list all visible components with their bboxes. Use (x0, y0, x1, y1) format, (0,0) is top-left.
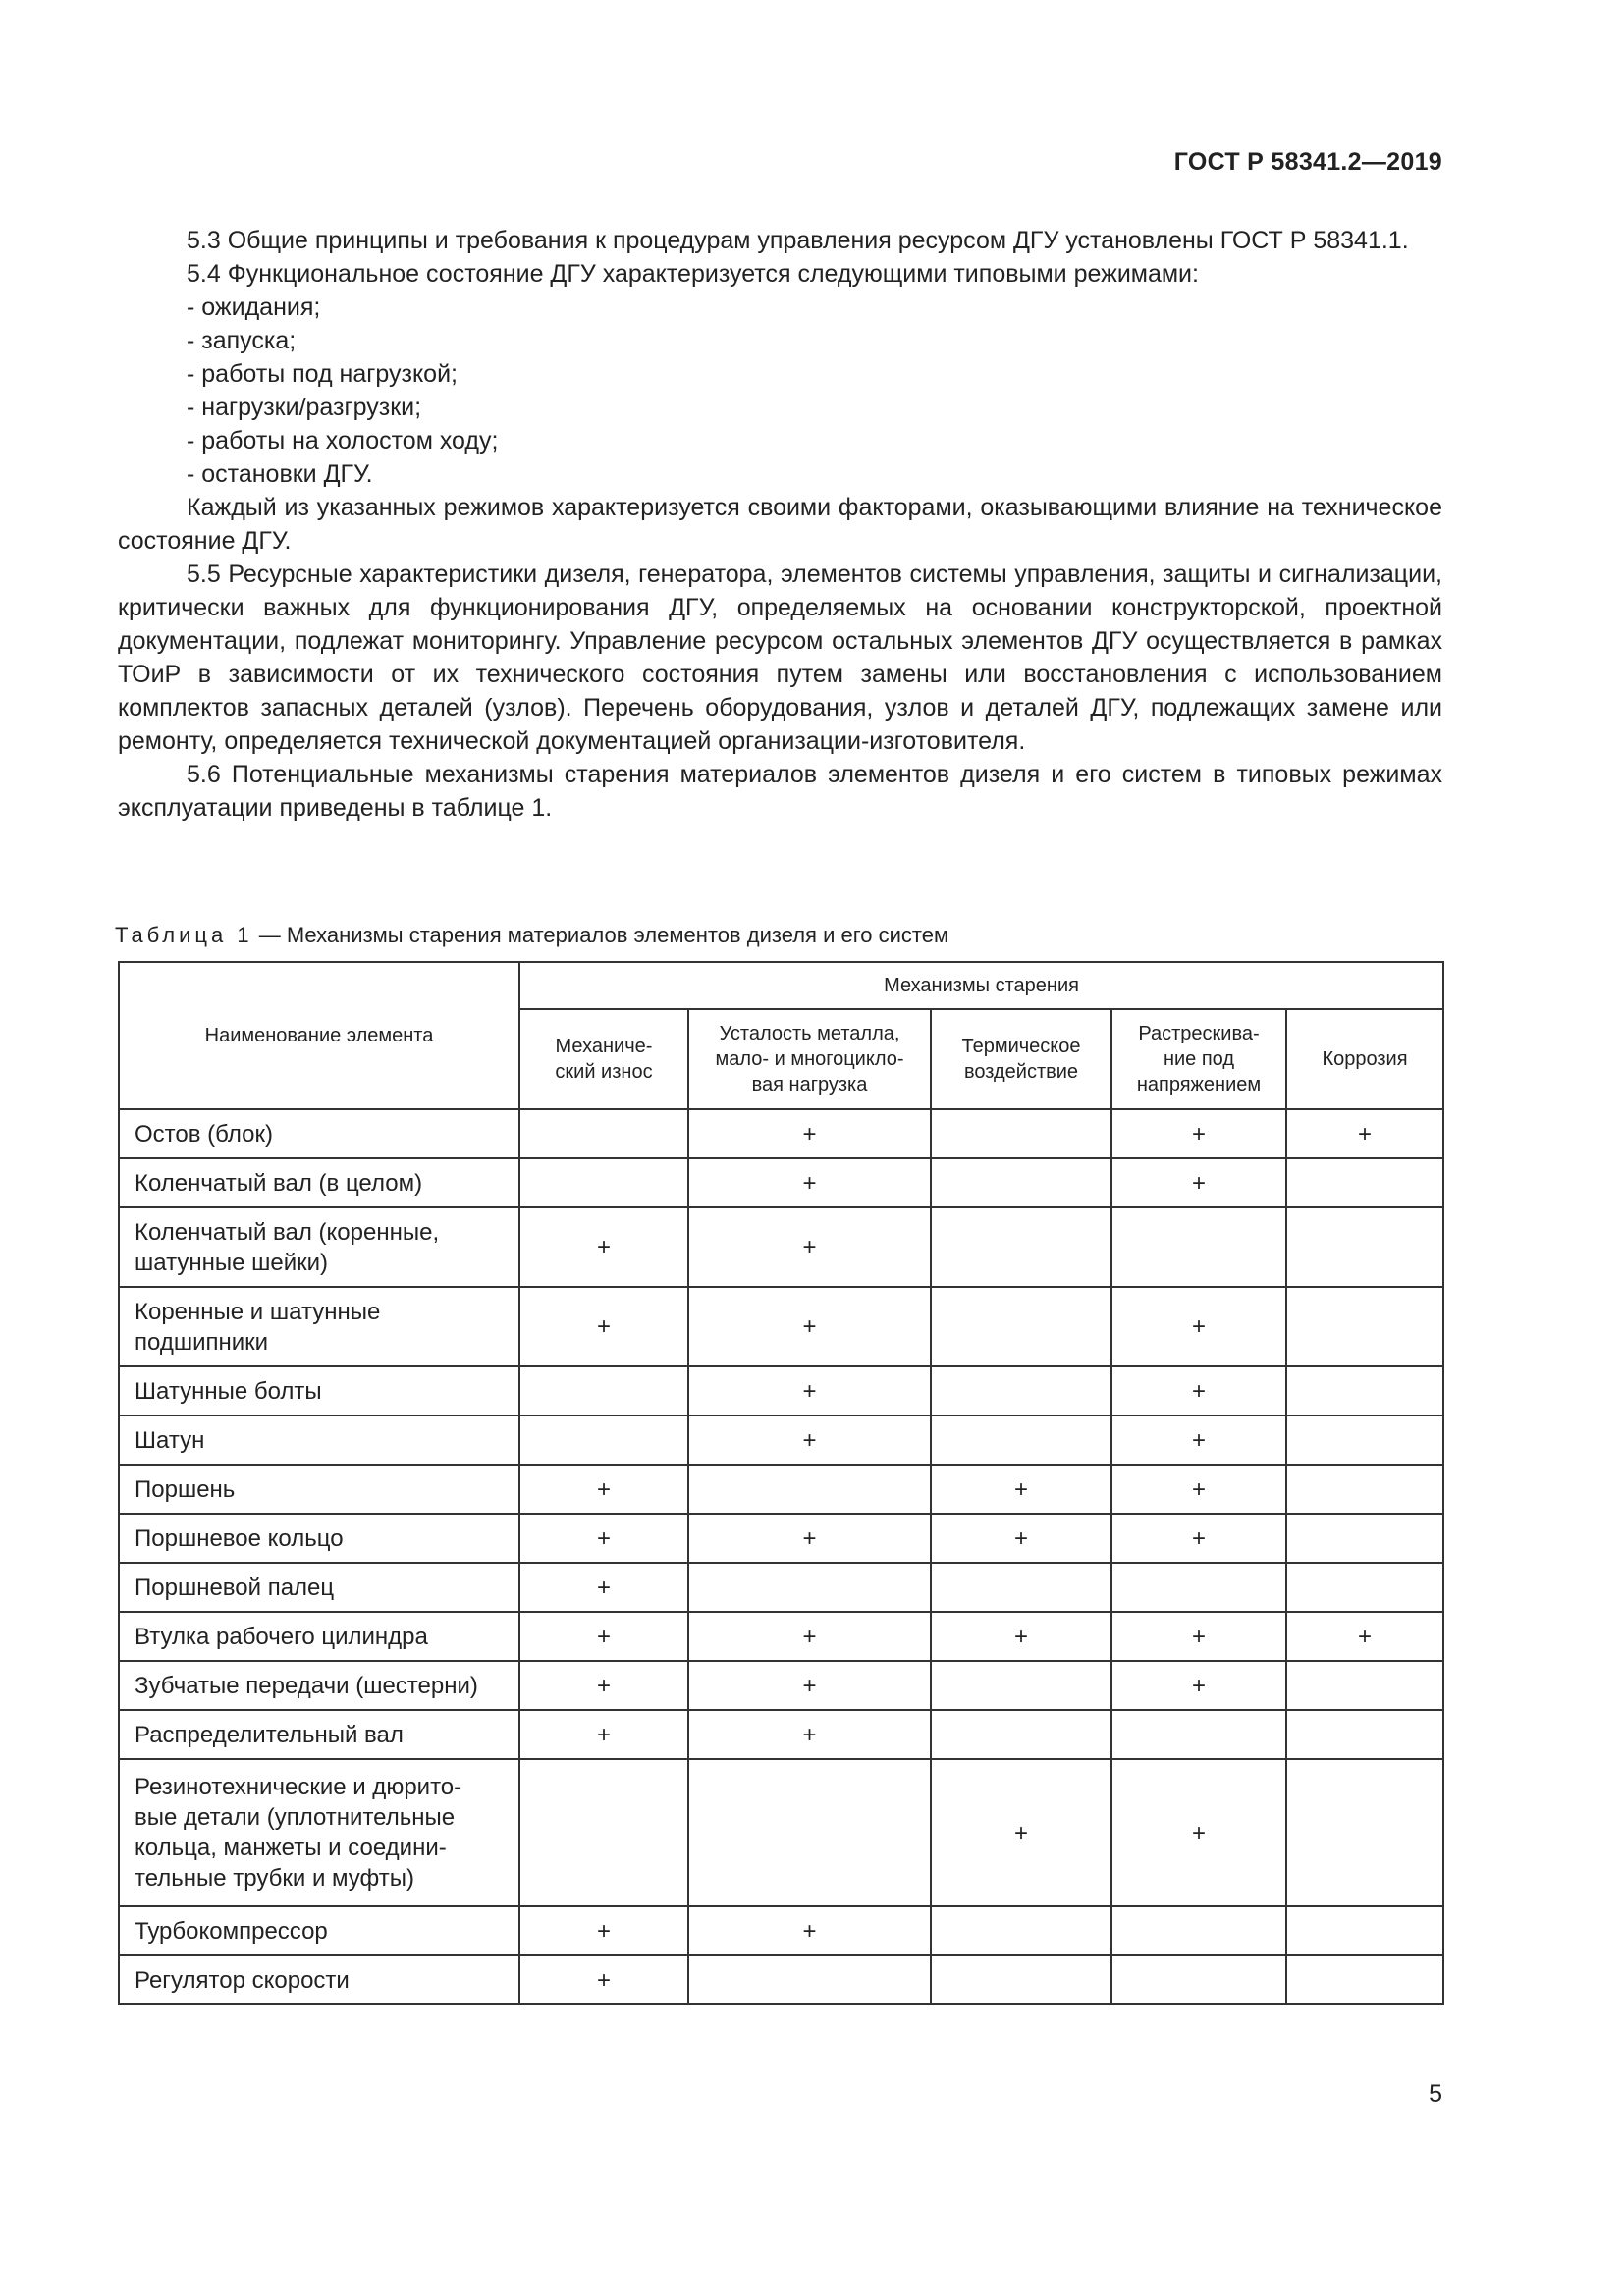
mechanism-mark-cell: + (1111, 1612, 1286, 1661)
table-body (119, 1109, 1443, 2004)
mechanism-mark-cell (931, 1158, 1111, 1207)
mode-list-item: - нагрузки/разгрузки; (187, 394, 422, 421)
mechanism-mark-cell (1286, 1563, 1443, 1612)
mode-list-item: - остановки ДГУ. (187, 460, 373, 488)
column-header-label: Растрескива- ние под напряжением (1136, 1023, 1262, 1095)
mechanism-mark-cell: + (688, 1109, 931, 1158)
paragraph-5-5: 5.5 Ресурсные характеристики дизеля, генератора, элементов системы управления, защиты и сигнализации, критически важных для функционирования ДГУ, определяемых на основании конструкторской, проектной документации, подлежат мониторингу. Управление ресурсом остальных элементов ДГУ осуществляется в рамках ТОиР в зависимости от их технического состояния путем замены или восстановления с использованием комплектов запасных деталей (узлов). Перечень оборудования, узлов и деталей ДГУ, подлежащих замене или ремонту, определяется технической документацией организации-изготовителя. (118, 561, 1442, 755)
aging-mechanisms-header: Механизмы старения (519, 962, 1443, 1009)
mechanism-mark-cell (1286, 1514, 1443, 1563)
mechanism-mark-cell: + (519, 1563, 688, 1612)
mechanism-mark-cell (519, 1759, 688, 1906)
mechanism-mark-cell: + (931, 1612, 1111, 1661)
mechanism-mark-cell (519, 1415, 688, 1465)
table-row (119, 1955, 1443, 2004)
table-caption-text: — Механизмы старения материалов элементов дизеля и его систем (252, 923, 949, 947)
table-row (119, 1158, 1443, 1207)
mechanism-mark-cell: + (931, 1514, 1111, 1563)
element-name-cell: Шатунные болты (119, 1366, 519, 1415)
page-number: 5 (1429, 2080, 1442, 2108)
column-header (688, 1009, 931, 1109)
paragraph-5-3: 5.3 Общие принципы и требования к процедурам управления ресурсом ДГУ установлены ГОСТ Р 58341.1. (187, 227, 1409, 254)
mechanism-mark-cell: + (1111, 1661, 1286, 1710)
mechanism-mark-cell (1111, 1955, 1286, 2004)
table-row (119, 1465, 1443, 1514)
mechanism-mark-cell (1286, 1710, 1443, 1759)
element-name-cell: Регулятор скорости (119, 1955, 519, 2004)
mechanism-mark-cell: + (688, 1158, 931, 1207)
column-header-label: Усталость металла, мало- и многоцикло- вая нагрузка (715, 1023, 904, 1095)
element-name-header: Наименование элемента (119, 962, 519, 1109)
mechanism-mark-cell (519, 1109, 688, 1158)
mechanism-mark-cell (688, 1465, 931, 1514)
mechanism-mark-cell: + (519, 1207, 688, 1287)
mechanism-mark-cell (1286, 1415, 1443, 1465)
mechanism-mark-cell (1111, 1563, 1286, 1612)
mechanism-mark-cell (1111, 1207, 1286, 1287)
mechanism-mark-cell: + (1111, 1415, 1286, 1465)
mode-list-item: - работы под нагрузкой; (187, 360, 458, 388)
body-text (118, 224, 1442, 825)
mechanism-mark-cell: + (688, 1287, 931, 1366)
mechanism-mark-cell (931, 1415, 1111, 1465)
mechanism-mark-cell (1286, 1906, 1443, 1955)
mechanism-mark-cell: + (519, 1514, 688, 1563)
column-header (519, 1009, 688, 1109)
mechanism-mark-cell (1111, 1710, 1286, 1759)
mechanism-mark-cell (1286, 1207, 1443, 1287)
element-name-cell: Поршень (119, 1465, 519, 1514)
mechanism-mark-cell: + (688, 1612, 931, 1661)
mechanism-mark-cell: + (1111, 1465, 1286, 1514)
table-row (119, 1710, 1443, 1759)
paragraph-5-4-tail: Каждый из указанных режимов характеризуется своими факторами, оказывающими влияние на техническое состояние ДГУ. (118, 494, 1442, 555)
column-header (1111, 1009, 1286, 1109)
table-row (119, 1563, 1443, 1612)
paragraph-5-6: 5.6 Потенциальные механизмы старения материалов элементов дизеля и его систем в типовых режимах эксплуатации приведены в таблице 1. (118, 761, 1442, 822)
element-name-cell: Распределительный вал (119, 1710, 519, 1759)
mechanism-mark-cell: + (1111, 1514, 1286, 1563)
mode-list-item: - запуска; (187, 327, 297, 354)
mechanism-mark-cell: + (688, 1661, 931, 1710)
element-name-cell: Коленчатый вал (коренные, шатунные шейки) (119, 1207, 519, 1287)
mechanism-mark-cell: + (1286, 1109, 1443, 1158)
element-name-cell: Турбокомпрессор (119, 1906, 519, 1955)
mechanism-mark-cell (931, 1207, 1111, 1287)
mechanism-mark-cell (519, 1158, 688, 1207)
mechanism-mark-cell: + (688, 1366, 931, 1415)
mechanism-mark-cell (931, 1109, 1111, 1158)
mechanism-mark-cell: + (931, 1759, 1111, 1906)
mechanism-mark-cell: + (1111, 1366, 1286, 1415)
column-header-label: Механиче- ский износ (555, 1036, 653, 1083)
table-row (119, 1906, 1443, 1955)
column-header (1286, 1009, 1443, 1109)
mechanism-mark-cell: + (688, 1710, 931, 1759)
mechanism-mark-cell: + (688, 1514, 931, 1563)
mechanism-mark-cell: + (519, 1661, 688, 1710)
mechanism-mark-cell (931, 1955, 1111, 2004)
mechanism-mark-cell: + (519, 1287, 688, 1366)
element-name-cell: Коренные и шатунные подшипники (119, 1287, 519, 1366)
mechanism-mark-cell: + (1111, 1759, 1286, 1906)
mechanism-mark-cell (688, 1563, 931, 1612)
mechanism-mark-cell (519, 1366, 688, 1415)
table-row (119, 1207, 1443, 1287)
mechanism-mark-cell (1286, 1661, 1443, 1710)
element-name-cell: Коленчатый вал (в целом) (119, 1158, 519, 1207)
mechanism-mark-cell: + (1111, 1109, 1286, 1158)
mechanism-mark-cell (1286, 1158, 1443, 1207)
mechanism-mark-cell: + (519, 1906, 688, 1955)
table-row (119, 1109, 1443, 1158)
mechanism-mark-cell: + (688, 1207, 931, 1287)
mechanism-mark-cell (688, 1955, 931, 2004)
mechanism-mark-cell: + (931, 1465, 1111, 1514)
table-row (119, 1612, 1443, 1661)
element-name-cell: Зубчатые передачи (шестерни) (119, 1661, 519, 1710)
mechanism-mark-cell: + (519, 1710, 688, 1759)
mechanism-mark-cell (931, 1710, 1111, 1759)
element-name-cell: Поршневой палец (119, 1563, 519, 1612)
mode-list-item: - работы на холостом ходу; (187, 427, 499, 454)
column-header-label: Коррозия (1322, 1048, 1408, 1070)
element-name-cell: Поршневое кольцо (119, 1514, 519, 1563)
paragraph-5-4: 5.4 Функциональное состояние ДГУ характеризуется следующими типовыми режимами: (187, 260, 1199, 288)
mechanism-mark-cell (931, 1287, 1111, 1366)
mechanism-mark-cell (931, 1661, 1111, 1710)
table-caption (115, 923, 948, 948)
element-name-cell: Остов (блок) (119, 1109, 519, 1158)
mechanism-mark-cell (1286, 1759, 1443, 1906)
mechanism-mark-cell (931, 1906, 1111, 1955)
mechanism-mark-cell (1286, 1287, 1443, 1366)
aging-mechanisms-table (118, 961, 1444, 2005)
mechanism-mark-cell (1286, 1366, 1443, 1415)
table-row (119, 1415, 1443, 1465)
table-row (119, 1661, 1443, 1710)
mechanism-mark-cell: + (519, 1955, 688, 2004)
element-name-cell: Шатун (119, 1415, 519, 1465)
mechanism-mark-cell (1286, 1955, 1443, 2004)
element-name-cell: Втулка рабочего цилиндра (119, 1612, 519, 1661)
mechanism-mark-cell (1111, 1906, 1286, 1955)
table-row (119, 1514, 1443, 1563)
mode-list-item: - ожидания; (187, 294, 321, 321)
mechanism-mark-cell (931, 1366, 1111, 1415)
mechanism-mark-cell (931, 1563, 1111, 1612)
mechanism-mark-cell: + (688, 1906, 931, 1955)
column-header (931, 1009, 1111, 1109)
mechanism-mark-cell: + (519, 1612, 688, 1661)
mechanism-mark-cell: + (1111, 1158, 1286, 1207)
mechanism-mark-cell: + (688, 1415, 931, 1465)
table-caption-label: Таблица 1 (115, 923, 253, 947)
element-name-cell: Резинотехнические и дюрито- вые детали (уплотнительные кольца, манжеты и соедини- тельные трубки и муфты) (119, 1759, 519, 1906)
mechanism-mark-cell: + (1111, 1287, 1286, 1366)
document-code: ГОСТ Р 58341.2—2019 (1173, 148, 1442, 176)
mechanism-mark-cell (1286, 1465, 1443, 1514)
table-row (119, 1759, 1443, 1906)
mechanism-mark-cell (688, 1759, 931, 1906)
mechanism-mark-cell: + (519, 1465, 688, 1514)
column-header-label: Термическое воздействие (961, 1036, 1081, 1083)
table-row (119, 1287, 1443, 1366)
table-row (119, 1366, 1443, 1415)
mechanism-mark-cell: + (1286, 1612, 1443, 1661)
